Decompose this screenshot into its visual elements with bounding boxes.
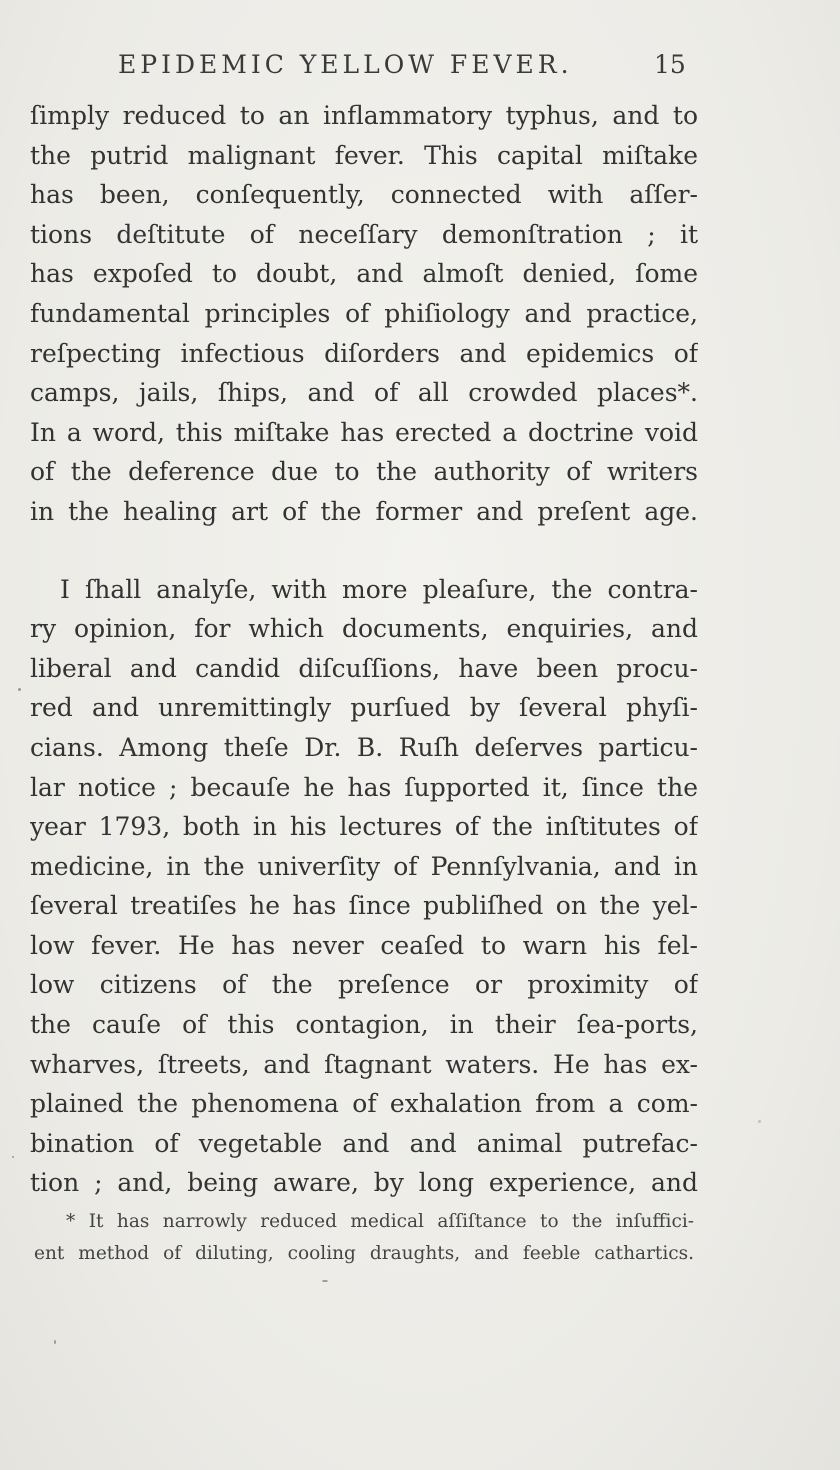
footnote-line: * It has narrowly reduced medical aſſiſtance to the inſuffici- — [66, 1211, 694, 1232]
text-line: the cauſe of this contagion, in their ſea-ports, — [30, 1010, 698, 1040]
text-line: of the deference due to the authority of writers — [30, 457, 698, 487]
text-line: wharves, ſtreets, and ſtagnant waters. He has ex- — [30, 1049, 698, 1079]
text-line: red and unremittingly purſued by ſeveral phyſi- — [30, 693, 698, 723]
body-text — [30, 96, 698, 1203]
text-line: low citizens of the preſence or proximity of — [30, 970, 698, 1000]
footnote — [34, 1206, 694, 1270]
text-line: plained the phenomena of exhalation from a com- — [30, 1089, 698, 1119]
text-line: lar notice ; becauſe he has ſupported it, ſince the — [30, 772, 698, 802]
text-line: camps, jails, ſhips, and of all crowded places*. — [30, 378, 698, 408]
text-line: has expoſed to doubt, and almoſt denied, ſome — [30, 259, 698, 289]
text-line: ry opinion, for which documents, enquiries, and — [30, 614, 698, 644]
text-line: In a word, this miſtake has erected a doctrine void — [30, 417, 698, 447]
paper-speck — [54, 1340, 56, 1344]
page-number: 15 — [654, 50, 686, 79]
text-line: I ſhall analyſe, with more pleaſure, the contra- — [60, 574, 698, 604]
text-line: cians. Among theſe Dr. B. Ruſh deſerves particu- — [30, 732, 698, 762]
text-line: low fever. He has never ceaſed to warn his fel- — [30, 930, 698, 960]
paper-speck — [12, 1156, 14, 1158]
text-line: fundamental principles of phiſiology and practice, — [30, 298, 698, 328]
paper-speck — [322, 1280, 328, 1282]
paragraph-1 — [30, 96, 698, 532]
paper-speck — [758, 1120, 761, 1123]
text-line: tions deſtitute of neceſſary demonſtration ; it — [30, 219, 698, 249]
running-head: EPIDEMIC YELLOW FEVER. — [118, 50, 573, 79]
text-line: ſimply reduced to an inflammatory typhus, and to — [30, 101, 698, 130]
text-line: the putrid malignant fever. This capital miſtake — [30, 140, 698, 170]
text-line: bination of vegetable and and animal putrefac- — [30, 1128, 698, 1158]
text-line: has been, conſequently, connected with aſſer- — [30, 180, 698, 210]
paragraph-gap — [30, 532, 698, 570]
paragraph-2 — [30, 570, 698, 1204]
page-header — [0, 44, 840, 84]
text-line: liberal and candid diſcuſſions, have been procu- — [30, 653, 698, 683]
text-line: medicine, in the univerſity of Pennſylvania, and in — [30, 851, 698, 881]
text-line: tion ; and, being aware, by long experience, and — [30, 1168, 698, 1198]
text-line: in the healing art of the former and preſent age. — [30, 496, 698, 526]
paper-speck — [18, 688, 21, 691]
text-line: reſpecting infectious diſorders and epidemics of — [30, 338, 698, 368]
text-line: year 1793, both in his lectures of the inſtitutes of — [30, 812, 698, 842]
text-line: ſeveral treatiſes he has ſince publiſhed on the yel- — [30, 891, 698, 921]
footnote-line: ent method of diluting, cooling draughts, and feeble cathartics. — [34, 1243, 694, 1264]
